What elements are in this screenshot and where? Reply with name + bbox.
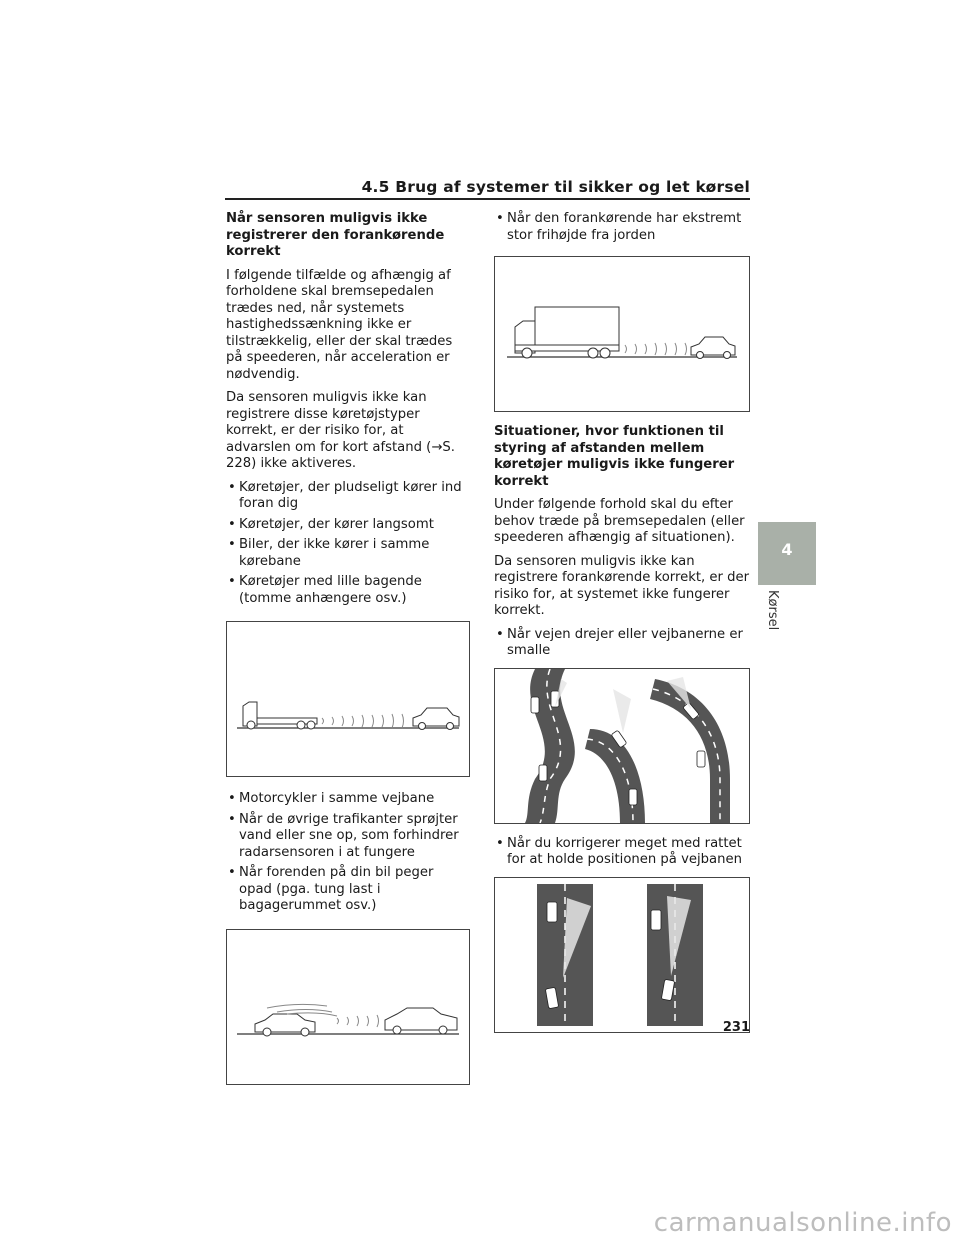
list-item: • Motorcykler i samme vejbane (226, 791, 470, 808)
list-item: • Køretøjer, der pludseligt kører ind foran dig (226, 480, 470, 513)
chapter-number: 4 (781, 540, 793, 559)
list-item: • Når forenden på din bil peger opad (pga. tung last i bagagerummet osv.) (226, 865, 470, 915)
header-rule (225, 198, 750, 200)
left-paragraph-1: I følgende tilfælde og afhængig af forholdene skal bremsepedalen trædes ned, når systemets hastighedssænkning ikke er tilstrækkelig, eller der skal trædes på speederen, når acceleration er nødvendig. (226, 267, 453, 382)
list-item: • Køretøjer, der kører langsomt (226, 517, 470, 534)
section-title: 4.5 Brug af systemer til sikker og let kørsel (361, 178, 750, 196)
left-paragraph-2: Da sensoren muligvis ikke kan registrere disse køretøjstyper korrekt, er der risiko for, at advarslen om for kort afstand (→S. 228) ikke aktiveres. (226, 390, 455, 471)
curved-road-illustration (494, 668, 750, 824)
chapter-label (762, 590, 782, 640)
chapter-label-text: Kørsel (765, 590, 780, 631)
right-column (494, 211, 750, 1043)
trailer-illustration (226, 621, 470, 777)
list-item: • Køretøjer med lille bagende (tomme anhængere osv.) (226, 574, 470, 607)
high-clearance-truck-illustration (494, 256, 750, 412)
right-paragraph-1: Under følgende forhold skal du efter behov træde på bremsepedalen (eller speederen afhængig af situationen). (494, 497, 745, 545)
watermark: carmanualsonline.info (653, 1208, 952, 1238)
left-column (226, 211, 470, 1095)
list-item: • Når den forankørende har ekstremt stor frihøjde fra jorden (494, 211, 750, 244)
right-heading: Situationer, hvor funktionen til styring af afstanden mellem køretøjer muligvis ikke fungerer korrekt (494, 424, 735, 489)
list-item: • Når du korrigerer meget med rattet for at holde positionen på vejbanen (494, 836, 750, 869)
right-paragraph-2: Da sensoren muligvis ikke kan registrere forankørende korrekt, er der risiko for, at systemet ikke fungerer korrekt. (494, 553, 750, 618)
steering-correction-illustration (494, 877, 750, 1033)
page-number: 231 (722, 1020, 750, 1035)
list-item: • Når vejen drejer eller vejbanerne er smalle (494, 627, 750, 660)
raised-front-illustration (226, 929, 470, 1085)
left-heading: Når sensoren muligvis ikke registrerer den forankørende korrekt (226, 211, 445, 259)
list-item: • Biler, der ikke kører i samme kørebane (226, 537, 470, 570)
list-item: • Når de øvrige trafikanter sprøjter vand eller sne op, som forhindrer radarsensoren i at fungere (226, 812, 470, 862)
